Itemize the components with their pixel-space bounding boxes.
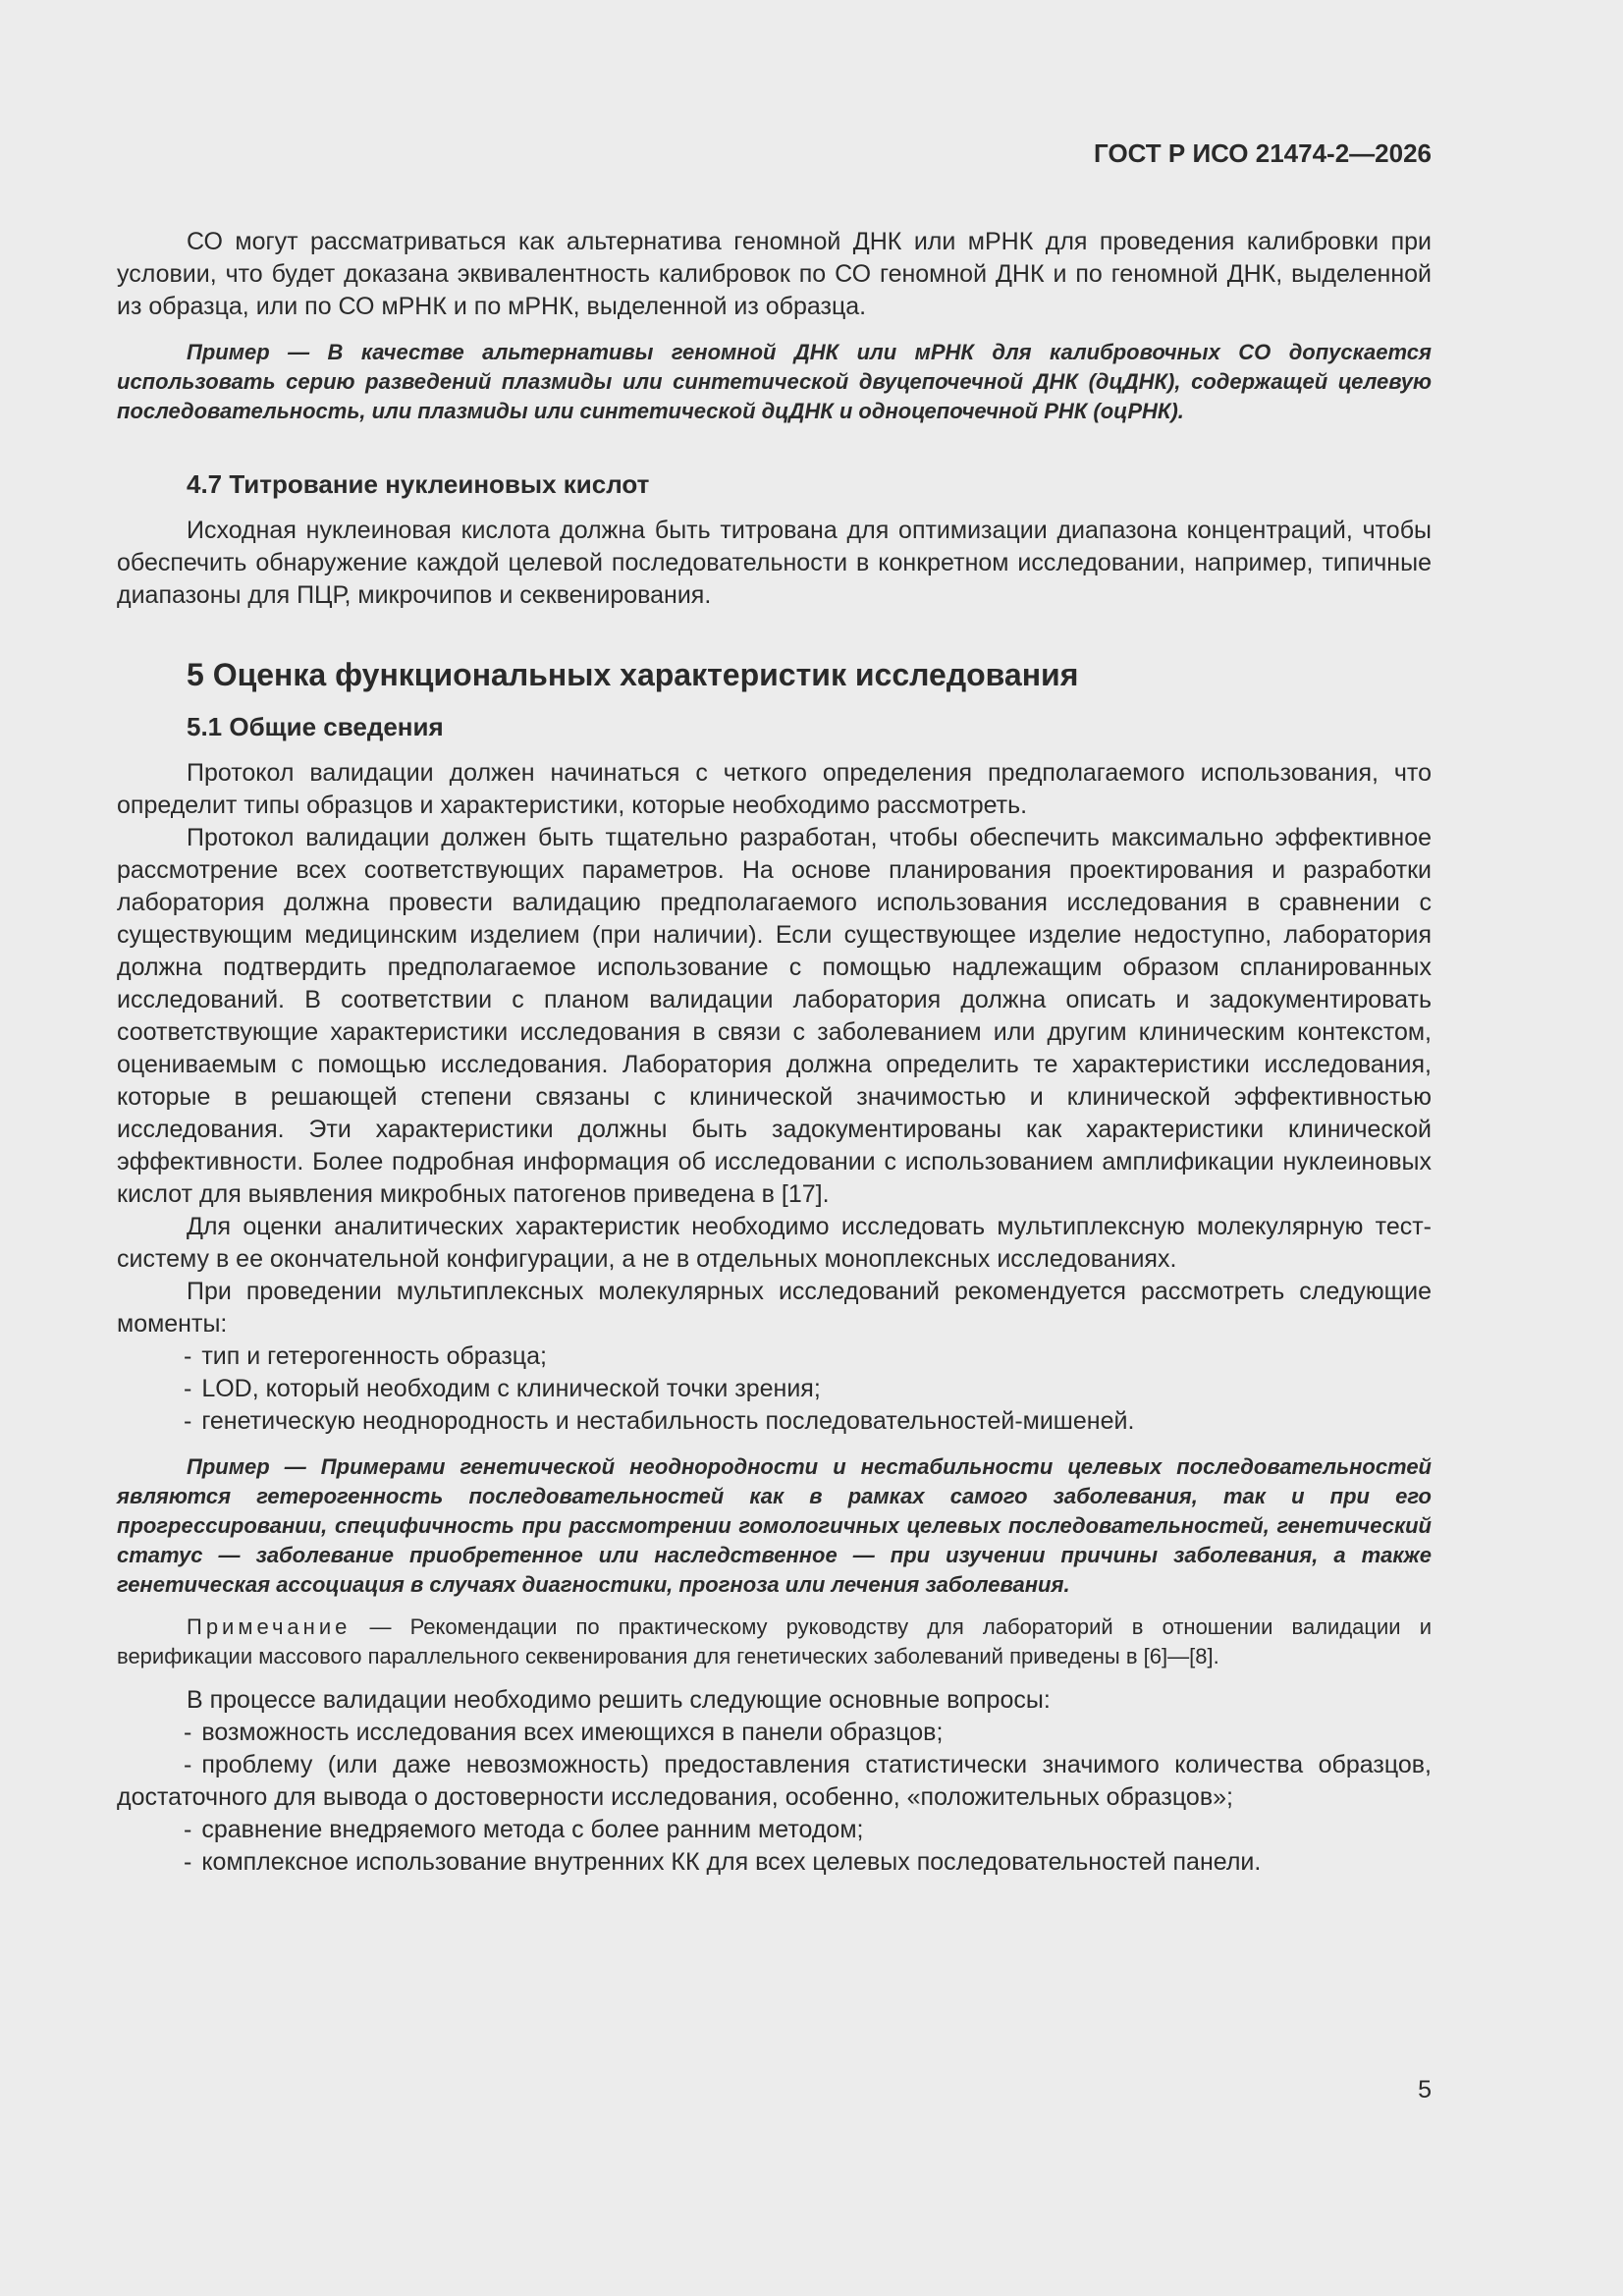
validation-questions-list [117,1717,1432,1879]
paragraph-analytical: Для оценки аналитических характеристик необходимо исследовать мультиплексную молекулярную тест-систему в ее окончательной конфигурации, а не в отдельных моноплексных исследованиях. [117,1213,1432,1273]
list-item: - комплексное использование внутренних КК для всех целевых последовательностей панели. [184,1848,1262,1876]
paragraph-titration: Исходная нуклеиновая кислота должна быть титрована для оптимизации диапазона концентраций, чтобы обеспечить обнаружение каждой целевой последовательности в конкретном исследовании, например, типичные диапазоны для ПЦР, микрочипов и секвенирования. [117,517,1432,609]
list-item: - генетическую неоднородность и нестабильность последовательностей-мишеней. [184,1407,1135,1435]
paragraph-validation-questions: В процессе валидации необходимо решить следующие основные вопросы: [187,1686,1051,1714]
note-sequencing [117,1613,1432,1671]
paragraph-reference-materials: СО могут рассматриваться как альтернатива геномной ДНК или мРНК для проведения калибровки при условии, что будет доказана эквивалентность калибровок по СО геномной ДНК и по геномной ДНК, выделенной из образца, или по СО мРНК и по мРНК, выделенной из образца. [117,228,1432,320]
list-item: - сравнение внедряемого метода с более ранним методом; [184,1816,864,1843]
list-item: - проблему (или даже невозможность) предоставления статистически значимого количества образцов, достаточного для вывода о достоверности исследования, особенно, «положительных образцов»; [117,1751,1432,1811]
document-page [117,137,1432,1879]
example-calibration: Пример — В качестве альтернативы геномной ДНК или мРНК для калибровочных СО допускается использовать серию разведений плазмиды или синтетической двуцепочечной ДНК (дцДНК), содержащей целевую последовательность, или плазмиды или синтетической дцДНК и одноцепочечной РНК (оцРНК). [117,340,1432,423]
list-item: - тип и гетерогенность образца; [184,1342,547,1370]
paragraph-protocol-intro: Протокол валидации должен начинаться с четкого определения предполагаемого использования, что определит типы образцов и характеристики, которые необходимо рассмотреть. [117,759,1432,819]
section-heading-4-7: 4.7 Титрование нуклеиновых кислот [187,469,650,499]
page-number: 5 [1418,2076,1432,2104]
list-item: - возможность исследования всех имеющихся в панели образцов; [184,1719,944,1746]
note-text: — Рекомендации по практическому руководству для лабораторий в отношении валидации и верификации массового параллельного секвенирования для генетических заболеваний приведены в [6]—[8]. [117,1614,1432,1668]
section-heading-5-1: 5.1 Общие сведения [187,712,444,741]
example-genetic-heterogeneity: Пример — Примерами генетической неоднородности и нестабильности целевых последовательностей являются гетерогенность последовательностей как в рамках самого заболевания, так и при его прогрессировании, специфичность при рассмотрении гомологичных целевых последовательностей, генетический статус — заболевание приобретенное или наследственное — при изучении причины заболевания, а также генетическая ассоциация в случаях диагностики, прогноза или лечения заболевания. [117,1454,1432,1597]
list-item: - LOD, который необходим с клинической точки зрения; [184,1375,821,1402]
paragraph-protocol-design: Протокол валидации должен быть тщательно разработан, чтобы обеспечить максимально эффективное рассмотрение всех соответствующих параметров. На основе планирования проектирования и разработки лаборатория должна провести валидацию предполагаемого использования исследования в сравнении с существующим медицинским изделием (при наличии). Если существующее изделие недоступно, лаборатория должна подтвердить предполагаемое использование с помощью надлежащим образом спланированных исследований. В соответствии с планом валидации лаборатория должна описать и задокументировать соответствующие характеристики исследования в связи с заболеванием или другим клиническим контекстом, оцениваемым с помощью исследования. Лаборатория должна определить те характеристики исследования, которые в решающей степени связаны с клинической значимостью и клинической эффективностью исследования. Эти характеристики должны быть задокументированы как характеристики клинической эффективности. Более подробная информация об исследовании с использованием амплификации нуклеиновых кислот для выявления микробных патогенов приведена в [17]. [117,824,1432,1208]
considerations-list [117,1340,1432,1438]
note-label: Примечание [187,1614,352,1639]
section-heading-5: 5 Оценка функциональных характеристик исследования [187,657,1079,692]
paragraph-multiplex: При проведении мультиплексных молекулярных исследований рекомендуется рассмотреть следующие моменты: [117,1278,1432,1338]
document-header: ГОСТ Р ИСО 21474-2—2026 [1094,138,1432,168]
